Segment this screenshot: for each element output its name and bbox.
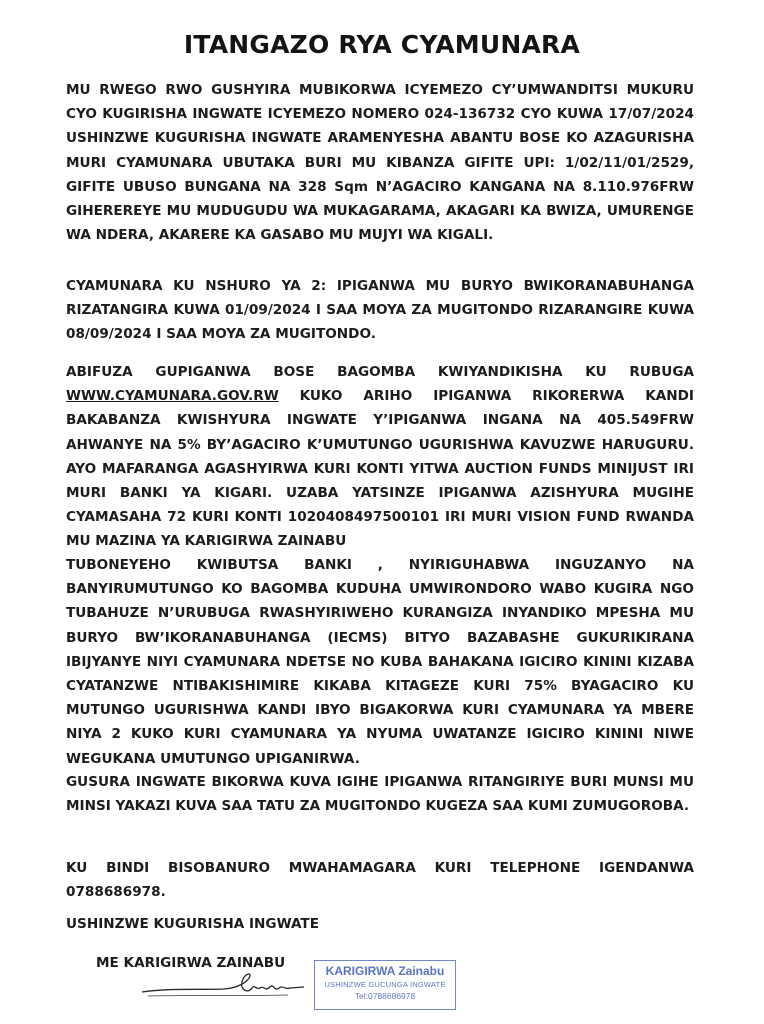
stamp-name: KARIGIRWA Zainabu bbox=[325, 964, 445, 978]
paragraph-auction-dates: CYAMUNARA KU NSHURO YA 2: IPIGANWA MU BURYO BWIKORANABUHANGA RIZATANGIRA KUWA 01/09/2024 I SAA MOYA ZA MUGITONDO RIZARANGIRE KUWA 08/09/2024 I SAA MOYA ZA MUGITONDO. bbox=[66, 278, 694, 343]
signatory-role: USHINZWE KUGURISHA INGWATE bbox=[66, 916, 319, 932]
stamp-phone: Tel:0788686978 bbox=[354, 991, 416, 1001]
cyamunara-website-link[interactable]: WWW.CYAMUNARA.GOV.RW bbox=[66, 388, 279, 405]
registration-text-end: KUKO ARIHO IPIGANWA RIKORERWA KANDI BAKABANZA KWISHYURA INGWATE Y’IPIGANWA INGANA NA 405.549FRW AHWANYE NA 5% BY’AGACIRO K’UMUTUNGO UGURISHWA KAVUZWE HARUGURU. AYO MAFARANGA AGASHYIRWA KURI KONTI YITWA AUCTION FUNDS MINIJUST IRI MURI BANKI YA KIGARI. UZABA YATSINZE IPIGANWA AZISHYURA MUGIHE CYAMASAHA 72 KURI KONTI 1020408497500101 IRI MURI VISION FUND RWANDA MU MAZINA YA KARIGIRWA ZAINABU bbox=[66, 388, 694, 550]
paragraph-registration bbox=[66, 360, 694, 554]
paragraph-contact: KU BINDI BISOBANURO MWAHAMAGARA KURI TELEPHONE IGENDANWA 0788686978. bbox=[66, 860, 694, 901]
paragraph-visit-hours: GUSURA INGWATE BIKORWA KUVA IGIHE IPIGANWA RITANGIRIYE BURI MUNSI MU MINSI YAKAZI KUVA SAA TATU ZA MUGITONDO KUGEZA SAA KUMI ZUMUGOROBA. bbox=[66, 774, 694, 815]
paragraph-bank-reminder: TUBONEYEHO KWIBUTSA BANKI , NYIRIGUHABWA INGUZANYO NA BANYIRUMUTUNGO KO BAGOMBA KUDUHA UMWIRONDORO WABO KUGIRA NGO TUBAHUZE N’URUBUGA RWASHYIRIWEHO KURANGIZA INYANDIKO MPESHA MU BURYO BW’IKORANABUHANGA (IECMS) BITYO BAZABASHE GUKURIKIRANA IBIJYANYE NIYI CYAMUNARA NDETSE NO KUBA BAHAKANA IGICIRO KININI KIZABA CYATANZWE NTIBAKISHIMIRE KIKABA KITAGEZE KURI 75% BYAGACIRO KU MUTUNGO UGURISHWA KANDI IBYO BIGAKORWA KURI CYAMUNARA YA MBERE NIYA 2 KUKO KURI CYAMUNARA YA NYUMA UWATANZE IGICIRO KININI NIWE WEGUKANA UMUTUNGO UPIGANIRWA. bbox=[66, 557, 694, 767]
registration-text-start: ABIFUZA GUPIGANWA BOSE BAGOMBA KWIYANDIKISHA KU RUBUGA bbox=[66, 364, 694, 380]
notice-title: ITANGAZO RYA CYAMUNARA bbox=[183, 30, 581, 59]
stamp-role: USHINZWE GUCUNGA INGWATE bbox=[324, 980, 446, 989]
handwritten-signature bbox=[138, 968, 308, 1008]
signatory-name: ME KARIGIRWA ZAINABU bbox=[96, 955, 286, 971]
official-stamp bbox=[314, 960, 456, 1010]
paragraph-auction-announcement: MU RWEGO RWO GUSHYIRA MUBIKORWA ICYEMEZO CY’UMWANDITSI MUKURU CYO KUGIRISHA INGWATE ICYEMEZO NOMERO 024-136732 CYO KUWA 17/07/2024 USHINZWE KUGURISHA INGWATE ARAMENYESHA ABANTU BOSE KO AZAGURISHA MURI CYAMUNARA UBUTAKA BURI MU KIBANZA GIFITE UPI: 1/02/11/01/2529, GIFITE UBUSO BUNGANA NA 328 Sqm N’AGACIRO KANGANA NA 8.110.976FRW GIHEREREYE MU MUDUGUDU WA MUKAGARAMA, AKAGARI KA BWIZA, UMURENGE WA NDERA, AKARERE KA GASABO MU MUJYI WA KIGALI. bbox=[66, 82, 694, 244]
